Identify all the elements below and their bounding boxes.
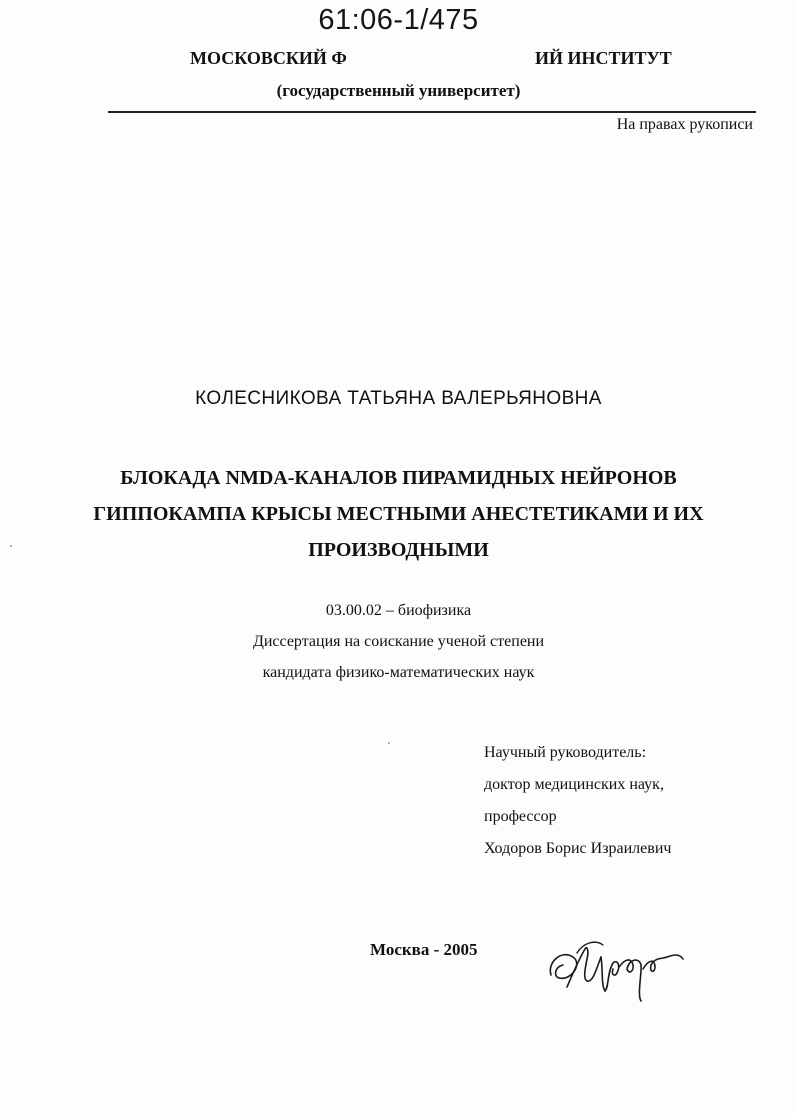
header-divider <box>108 111 756 113</box>
dissertation-title <box>60 460 737 568</box>
institute-name-left: МОСКОВСКИЙ Ф <box>190 48 347 68</box>
supervisor-name: Ходоров Борис Израилевич <box>484 840 672 857</box>
supervisor-rank: профессор <box>484 808 557 825</box>
rights-note: На правах рукописи <box>616 116 753 133</box>
title-line: БЛОКАДА NMDA-КАНАЛОВ ПИРАМИДНЫХ НЕЙРОНОВ <box>120 467 677 489</box>
title-line: ГИППОКАМПА КРЫСЫ МЕСТНЫМИ АНЕСТЕТИКАМИ И ИХ <box>93 503 704 525</box>
registration-number: 61:06-1/475 <box>318 4 479 36</box>
degree-info <box>0 595 797 688</box>
paper-speck <box>10 545 12 547</box>
paper-speck <box>388 742 390 744</box>
institute-name-right: ИЙ ИНСТИТУТ <box>535 48 672 68</box>
supervisor-block <box>484 737 671 865</box>
handwritten-signature <box>543 929 689 1007</box>
title-line: ПРОИЗВОДНЫМИ <box>308 539 489 561</box>
supervisor-label: Научный руководитель: <box>484 744 647 761</box>
author-name: КОЛЕСНИКОВА ТАТЬЯНА ВАЛЕРЬЯНОВНА <box>195 388 602 409</box>
degree-line: Диссертация на соискание ученой степени <box>252 633 545 650</box>
specialty-code: 03.00.02 – биофизика <box>325 602 472 619</box>
institute-name <box>0 48 797 74</box>
degree-line: кандидата физико-математических наук <box>262 664 535 681</box>
university-status: (государственный университет) <box>276 81 521 100</box>
supervisor-degree: доктор медицинских наук, <box>484 776 664 793</box>
city-year: Москва - 2005 <box>370 940 478 959</box>
